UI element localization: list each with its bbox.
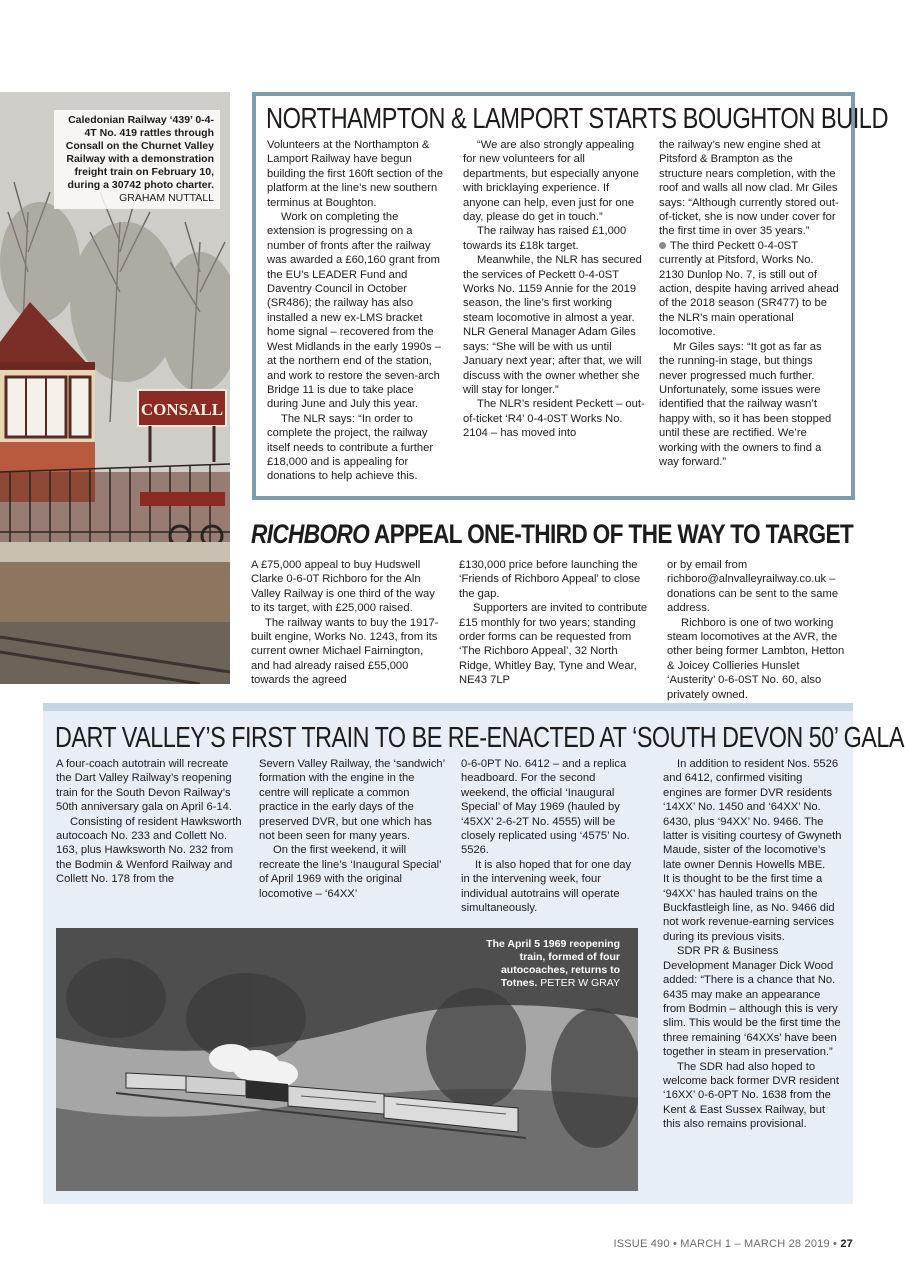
article3-paragraph: In addition to resident Nos. 5526 and 6412, confirmed visiting engines are former DVR residents ‘14XX’ No. 1450 and ‘64XX’ No. 6430, plus ‘94XX’ No. 9466. The latter is visiting courtesy of Gwyneth Maude, sister of the locomotive’s late owner Dennis Howells MBE. [663, 758, 842, 871]
article3-paragraph: It is also hoped that for one day in the intervening week, four individual autotrains will operate simultaneously. [461, 858, 632, 915]
article3-column-3 [461, 757, 641, 915]
article3-column-4 [663, 757, 843, 1132]
article1-headline: NORTHAMPTON & LAMPORT STARTS BOUGHTON BUILD [266, 103, 889, 135]
article1-paragraph: The third Peckett 0-4-0ST currently at Pitsford, Works No. 2130 Dunlop No. 7, is still out of action, despite having arrived ahead of the 2018 season (SR477) to be the NLR’s main operational locomotive. [659, 239, 839, 339]
article2-headline [251, 519, 853, 550]
article1-paragraph: the railway’s new engine shed at Pitsford & Brampton as the structure nears completion, with the roof and walls all now clad. Mr Giles says: “Although currently stored out-of-ticket, she is now under cover for the first time in over 35 years.” [659, 139, 839, 238]
footer-dates: MARCH 1 – MARCH 28 2019 [680, 1238, 830, 1250]
article2-paragraph: Richboro is one of two working steam locomotives at the AVR, the other being former Lambton, Hetton & Joicey Collieries Hunslet ‘Austerity’ 0-6-0ST No. 60, also privately owned. [667, 616, 845, 701]
article3-headline: DART VALLEY’S FIRST TRAIN TO BE RE-ENACTED AT ‘SOUTH DEVON 50’ GALA [55, 722, 904, 754]
article1-paragraph: Meanwhile, the NLR has secured the services of Peckett 0-4-0ST Works No. 1159 Annie for the 2019 season, the line’s first working steam locomotive in almost a year. NLR General Manager Adam Giles says: “She will be with us until January next year; after that, we will discuss with the owner whether she will stay for longer.” [463, 254, 642, 396]
article2-headline-italic: RICHBORO [251, 519, 370, 549]
article2-headline-rest: APPEAL ONE-THIRD OF THE WAY TO TARGET [373, 519, 854, 549]
article1-paragraph: The railway has raised £1,000 towards its £18k target. [463, 225, 627, 252]
article3-paragraph: On the first weekend, it will recreate the line’s ‘Inaugural Special’ of April 1969 with the original locomotive – ‘64XX’ [259, 844, 442, 900]
article2-column-2 [459, 558, 651, 688]
article3-paragraph: 0-6-0PT No. 6412 – and a replica headboard. For the second weekend, the official ‘Inaugural Special’ of May 1969 (hauled by ‘45XX’ 2-6-2T No. 4555) will be closely replicated using ‘4575’ No. 5526. [461, 758, 630, 857]
article3-paragraph: Consisting of resident Hawksworth autocoach No. 233 and Collett No. 163, plus Hawksworth No. 232 from the Bodmin & Wenford Railway and Collett No. 178 from the [56, 815, 242, 886]
article3-column-2 [259, 757, 445, 901]
footer-issue: ISSUE 490 [613, 1238, 670, 1250]
photo2-caption-text: The April 5 1969 reopening train, formed of four autocoaches, returns to Totnes. [486, 938, 620, 989]
article2-paragraph: The railway wants to buy the 1917-built engine, Works No. 1243, from its current owner Michael Fairnington, and had already raised £55,000 towards the agreed [251, 616, 439, 687]
article1-column-2 [463, 138, 645, 441]
article1-paragraph: The NLR says: “In order to complete the project, the railway itself needs to contribute a further £18,000 and is appealing for donations to help achieve this. [267, 412, 434, 483]
article2-paragraph: A £75,000 appeal to buy Hudswell Clarke 0-6-0T Richboro for the Aln Valley Railway is one third of the way to its target, with £25,000 raised. [251, 559, 435, 615]
photo1-caption [54, 110, 220, 209]
photo2-credit: PETER W GRAY [540, 977, 620, 989]
article2-column-3 [667, 558, 849, 702]
article3-top-bar [43, 703, 853, 711]
article2-paragraph: £130,000 price before launching the ‘Friends of Richboro Appeal’ to close the gap. [459, 559, 641, 600]
article1-paragraph: “We are also strongly appealing for new volunteers for all departments, but especially anyone with bricklaying experience. If anyone can help, even just for one day, please do get in touch.” [463, 139, 640, 224]
page-number: 27 [840, 1238, 853, 1250]
bullet-icon [659, 242, 666, 249]
photo1-credit: GRAHAM NUTTALL [119, 192, 214, 204]
article1-column-1 [267, 138, 447, 484]
article1-paragraph: Work on completing the extension is progressing on a number of fronts after the railway was awarded a £60,160 grant from the EU’s LEADER Fund and Daventry Council in October (SR486); the railway has also installed a new ex-LMS bracket home signal – recovered from the West Midlands in the early 1990s – at the northern end of the station, and work to restore the seven-arch Bridge 11 is due to take place during June and July this year. [267, 211, 441, 411]
article1-paragraph: Mr Giles says: “It got as far as the running-in stage, but things never progressed much further. Unfortunately, some issues were identified that the railway wasn’t happy with, so it has been stopped until these are rectified. We’re working with the owners to find a way forward.” [659, 340, 832, 468]
article3-paragraph: It is thought to be the first time a ‘94XX’ has hauled trains on the Buckfastleigh line, as No. 9466 did not work revenue-earning services during its previous visits. [663, 873, 835, 943]
article2-paragraph: Supporters are invited to contribute £15 monthly for two years; standing order forms can be requested from ‘The Richboro Appeal’, 32 North Ridge, Whitley Bay, Tyne and Wear, NE43 7LP [459, 602, 648, 687]
article2-paragraph: or by email from richboro@alnvalleyrailway.co.uk – donations can be sent to the same address. [667, 559, 839, 615]
dart-valley-train-photo [56, 928, 638, 1191]
article1-paragraph: The NLR’s resident Peckett – out-of-ticket ‘R4’ 0-4-0ST Works No. 2104 – has moved into [463, 398, 645, 440]
consall-sign-text: CONSALL [140, 400, 224, 419]
photo1-caption-text: Caledonian Railway ‘439’ 0-4-4T No. 419 rattles through Consall on the Churnet Valley Railway with a demonstration freight train on February 10, during a 30742 photo charter. [65, 114, 214, 191]
article3-column-1 [56, 757, 242, 887]
article3-paragraph: A four-coach autotrain will recreate the Dart Valley Railway’s reopening train for the South Devon Railway’s 50th anniversary gala on April 6-14. [56, 758, 233, 814]
article3-paragraph: The SDR had also hoped to welcome back former DVR resident ‘16XX’ 0-6-0PT No. 1638 from the Kent & East Sussex Railway, but this also remains provisional. [663, 1060, 839, 1131]
article3-paragraph: Severn Valley Railway, the ‘sandwich’ formation with the engine in the centre will replicate a common practice in the early days of the preserved DVR, but one which has not been seen for many years. [259, 758, 445, 843]
page-footer: ISSUE 490 • MARCH 1 – MARCH 28 2019 • 27 [613, 1238, 853, 1250]
photo2-caption [470, 938, 620, 990]
article3-paragraph: SDR PR & Business Development Manager Dick Wood added: “There is a chance that No. 6435 may make an appearance from Bodmin – although this is very slim. This would be the first time the three remaining ‘64XXs’ have been together in steam in preservation.” [663, 945, 841, 1059]
article1-column-3 [659, 138, 839, 469]
article2-column-1 [251, 558, 441, 688]
article1-paragraph: Volunteers at the Northampton & Lamport Railway have begun building the first 160ft section of the platform at the line’s new southern terminus at Boughton. [267, 139, 444, 209]
